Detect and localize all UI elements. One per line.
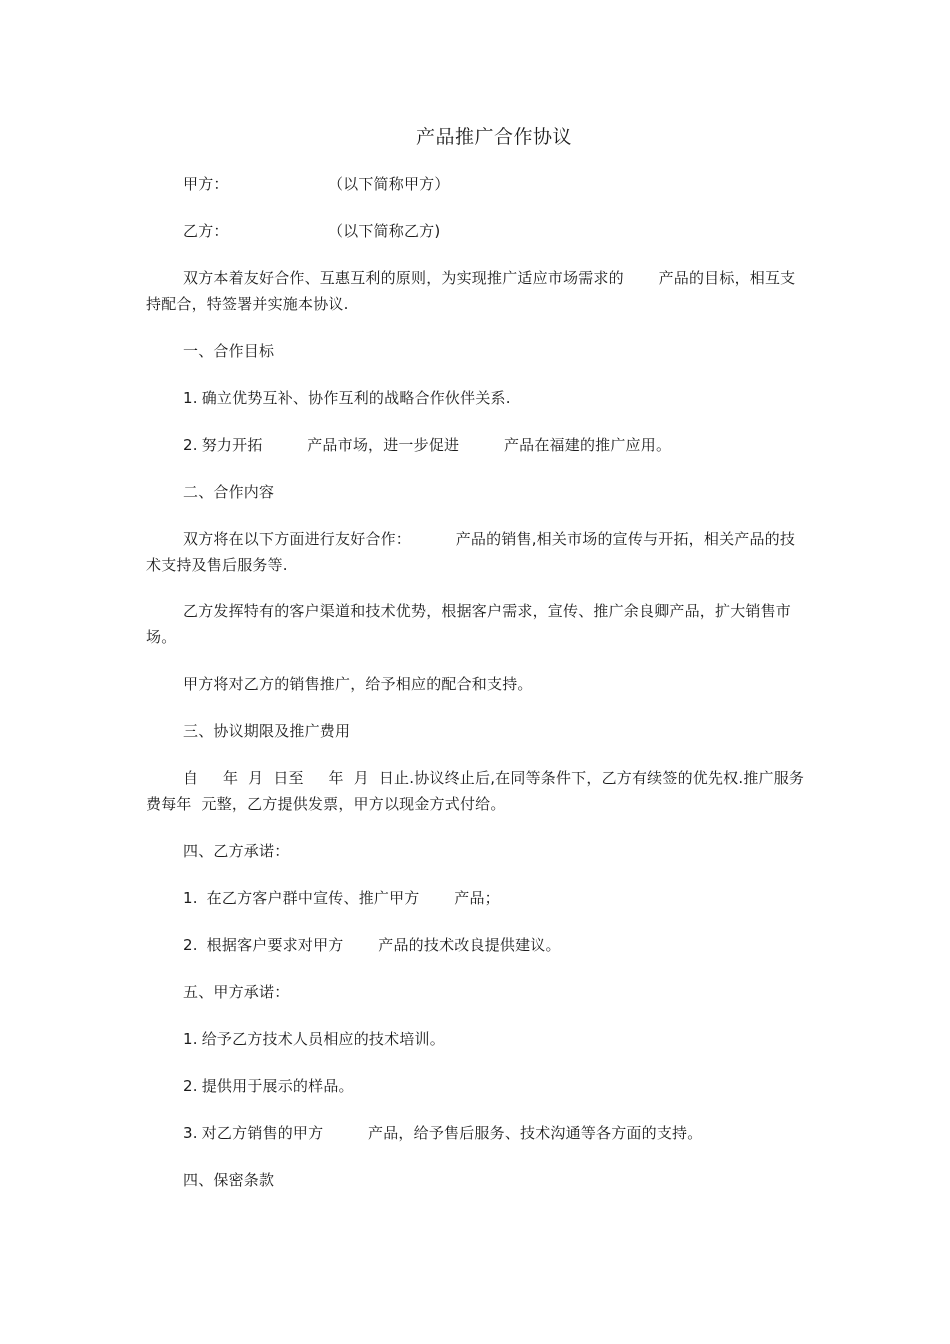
item-text: 努力开拓 产品市场，进一步促进 产品在福建的推广应用。 bbox=[201, 436, 672, 454]
section-2-paragraph-2: 乙方发挥特有的客户渠道和技术优势，根据客户需求，宣传、推广余良卿产品，扩大销售市场。 bbox=[146, 602, 792, 646]
item-number: 2. bbox=[183, 1077, 198, 1095]
section-6-heading: 四、保密条款 bbox=[183, 1171, 275, 1189]
item-number: 2. bbox=[183, 936, 198, 954]
section-3-heading: 三、协议期限及推广费用 bbox=[183, 722, 351, 740]
item-text: 对乙方销售的甲方 产品，给予售后服务、技术沟通等各方面的支持。 bbox=[201, 1124, 703, 1142]
section-1-item-2 bbox=[183, 432, 671, 458]
section-2-paragraph-3: 甲方将对乙方的销售推广，给予相应的配合和支持。 bbox=[183, 675, 533, 693]
section-4-item-1 bbox=[183, 885, 500, 911]
section-5-item-1 bbox=[183, 1026, 445, 1052]
section-4-item-2 bbox=[183, 932, 561, 958]
intro-paragraph: 双方本着友好合作、互惠互利的原则，为实现推广适应市场需求的 产品的目标，相互支持配合，特签署并实施本协议. bbox=[146, 269, 796, 313]
item-text: 确立优势互补、协作互利的战略合作伙伴关系. bbox=[201, 389, 511, 407]
section-3-paragraph: 自 年 月 日至 年 月 日止.协议终止后,在同等条件下，乙方有续签的优先权.推广服务费每年 元整，乙方提供发票，甲方以现金方式付给。 bbox=[146, 769, 805, 813]
item-number: 1. bbox=[183, 389, 198, 407]
section-5-heading: 五、甲方承诺： bbox=[183, 983, 290, 1001]
section-5-item-2 bbox=[183, 1073, 354, 1099]
section-5-item-3 bbox=[183, 1120, 702, 1146]
item-number: 1. bbox=[183, 1030, 198, 1048]
section-1-item-1 bbox=[183, 385, 511, 411]
item-number: 2. bbox=[183, 436, 198, 454]
item-number: 1. bbox=[183, 889, 198, 907]
item-text: 在乙方客户群中宣传、推广甲方 产品； bbox=[201, 889, 500, 907]
section-4-heading: 四、乙方承诺： bbox=[183, 842, 290, 860]
section-2-heading: 二、合作内容 bbox=[183, 483, 275, 501]
party-b-line: 乙方： （以下简称乙方) bbox=[183, 222, 441, 240]
section-1-heading: 一、合作目标 bbox=[183, 342, 275, 360]
item-text: 给予乙方技术人员相应的技术培训。 bbox=[201, 1030, 445, 1048]
item-text: 根据客户要求对甲方 产品的技术改良提供建议。 bbox=[201, 936, 561, 954]
section-2-paragraph-1: 双方将在以下方面进行友好合作： 产品的销售,相关市场的宣传与开拓，相关产品的技术支持及售后服务等. bbox=[146, 530, 796, 574]
party-a-line: 甲方： （以下简称甲方） bbox=[183, 175, 450, 193]
item-text: 提供用于展示的样品。 bbox=[201, 1077, 354, 1095]
item-number: 3. bbox=[183, 1124, 198, 1142]
document-title: 产品推广合作协议 bbox=[415, 126, 572, 148]
